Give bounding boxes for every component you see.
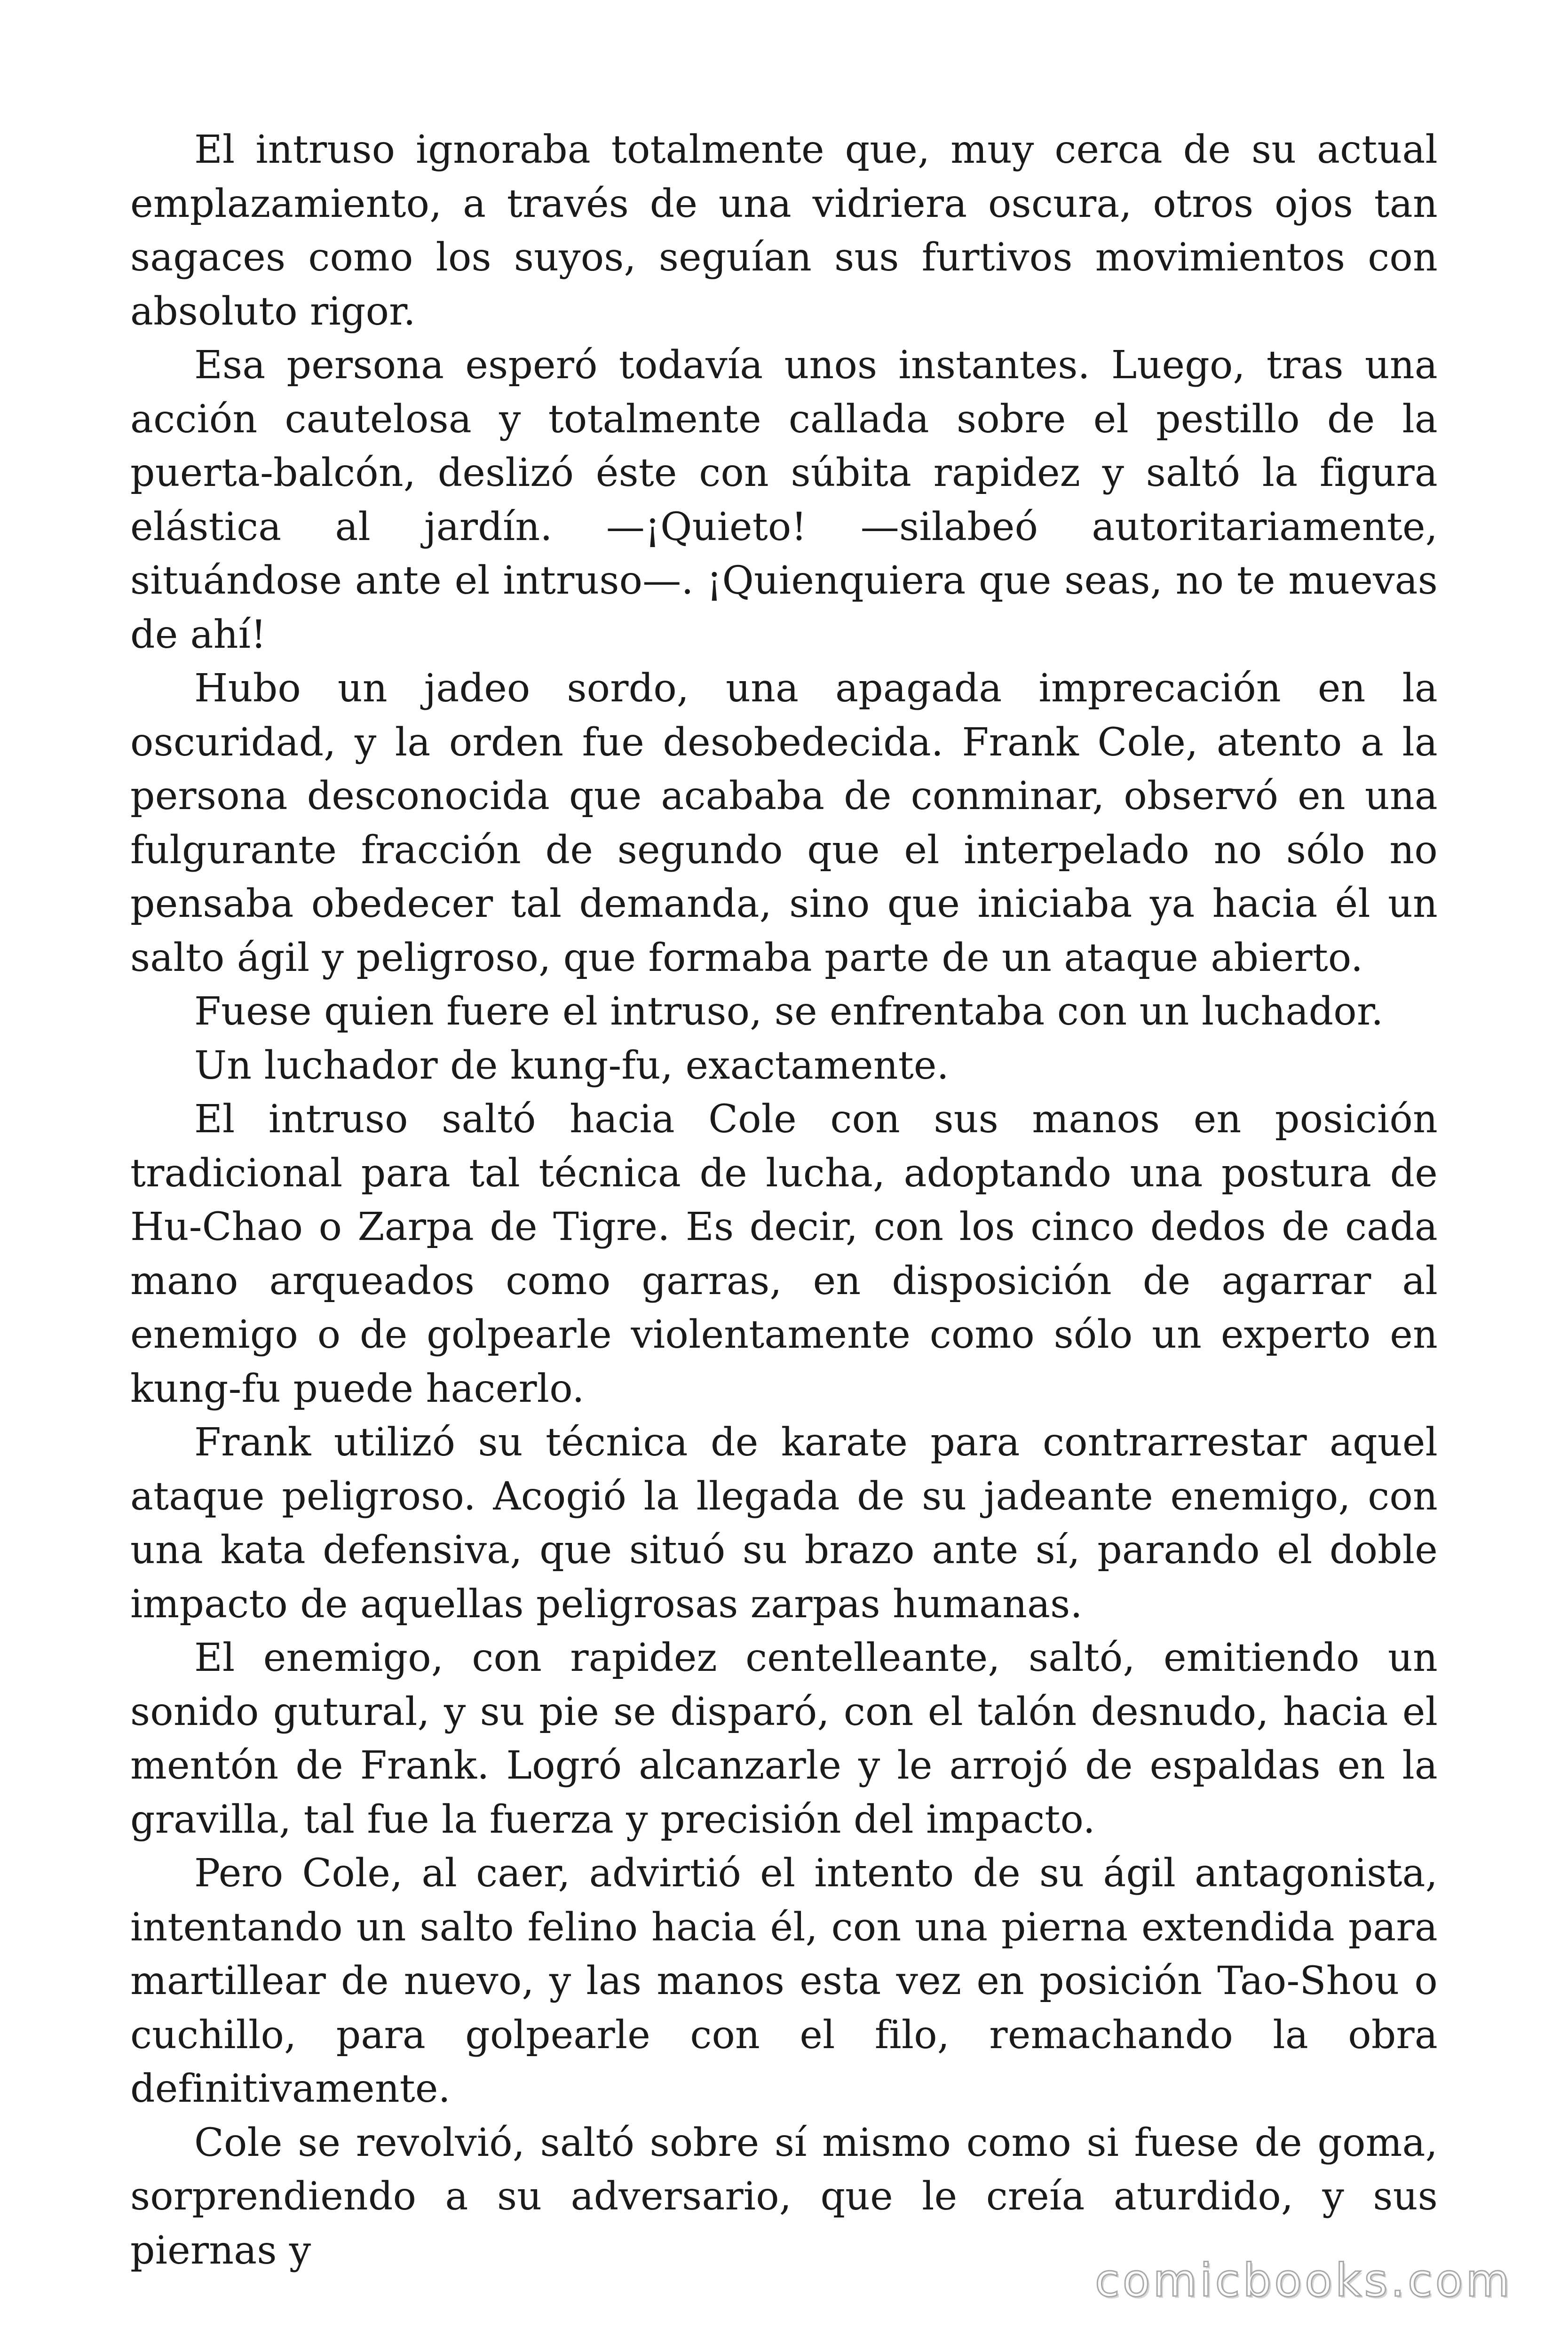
book-page-text [130,123,1438,2273]
paragraph-4: Fuese quien fuere el intruso, se enfrentaba con un luchador. [194,989,1384,1034]
paragraph-8: El enemigo, con rapidez centelleante, saltó, emitiendo un sonido gutural, y su pie se disparó, con el talón desnudo, hacia el mentón de Frank. Logró alcanzarle y le arrojó de espaldas en la gravilla, tal fue la fuerza y precisión del impacto. [130,1636,1438,1842]
paragraph-1: El intruso ignoraba totalmente que, muy cerca de su actual emplazamiento, a través de una vidriera oscura, otros ojos tan sagaces como los suyos, seguían sus furtivos movimientos con absoluto rigor. [130,127,1438,334]
paragraph-7: Frank utilizó su técnica de karate para contrarrestar aquel ataque peligroso. Acogió la llegada de su jadeante enemigo, con una kata defensiva, que situó su brazo ante sí, parando el doble impacto de aquellas peligrosas zarpas humanas. [130,1420,1438,1627]
paragraph-6: El intruso saltó hacia Cole con sus manos en posición tradicional para tal técnica de lucha, adoptando una postura de Hu-Chao o Zarpa de Tigre. Es decir, con los cinco dedos de cada mano arqueados como garras, en disposición de agarrar al enemigo o de golpearle violentamente como sólo un experto en kung-fu puede hacerlo. [130,1097,1438,1411]
paragraph-2: Esa persona esperó todavía unos instantes. Luego, tras una acción cautelosa y totalmente callada sobre el pestillo de la puerta-balcón, deslizó éste con súbita rapidez y saltó la figura elástica al jardín. —¡Quieto! —silabeó autoritariamente, situándose ante el intruso—. ¡Quienquiera que seas, no te muevas de ahí! [130,343,1438,657]
watermark-logo: comicbooks.com [1094,2254,1513,2307]
paragraph-10: Cole se revolvió, saltó sobre sí mismo como si fuese de goma, sorprendiendo a su adversario, que le creía aturdido, y sus piernas y [130,2120,1438,2273]
paragraph-3: Hubo un jadeo sordo, una apagada imprecación en la oscuridad, y la orden fue desobedecida. Frank Cole, atento a la persona desconocida que acababa de conminar, observó en una fulgurante fracción de segundo que el interpelado no sólo no pensaba obedecer tal demanda, sino que iniciaba ya hacia él un salto ágil y peligroso, que formaba parte de un ataque abierto. [130,666,1438,980]
paragraph-5: Un luchador de kung-fu, exactamente. [194,1043,949,1088]
paragraph-9: Pero Cole, al caer, advirtió el intento de su ágil antagonista, intentando un salto felino hacia él, con una pierna extendida para martillear de nuevo, y las manos esta vez en posición Tao-Shou o cuchillo, para golpearle con el filo, remachando la obra definitivamente. [130,1851,1438,2111]
